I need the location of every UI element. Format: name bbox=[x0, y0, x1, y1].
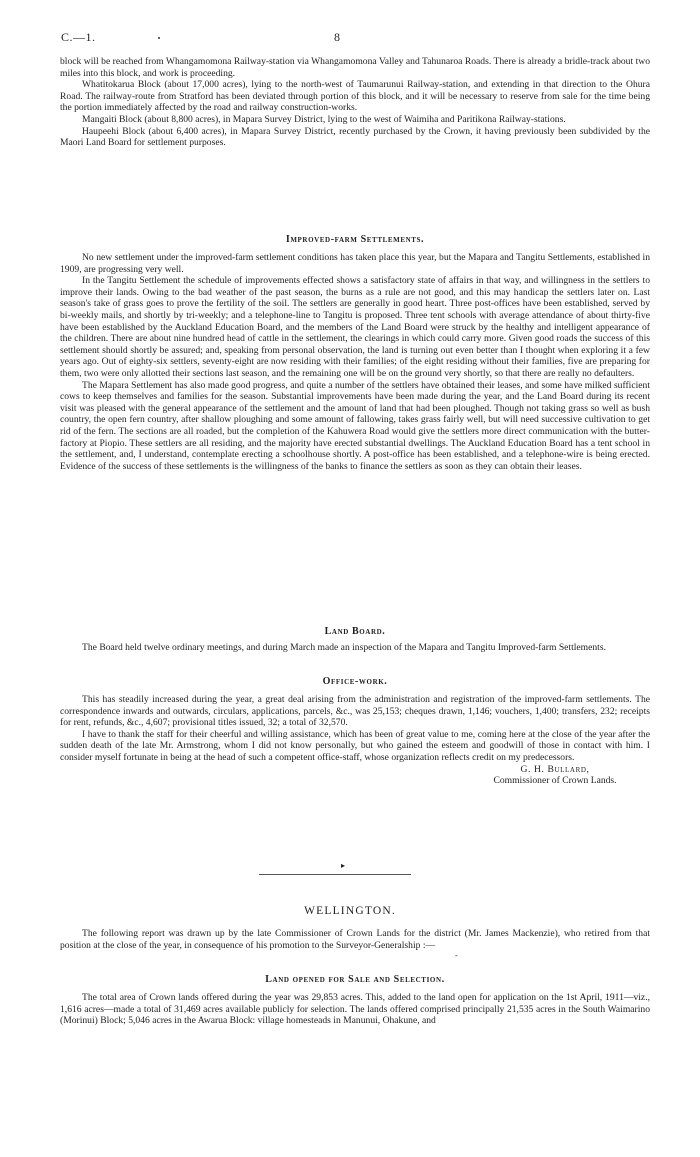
block-descriptions bbox=[60, 56, 650, 149]
page-number: 8 bbox=[334, 30, 341, 44]
improved-farm-body bbox=[60, 252, 650, 472]
paragraph-office-volume: This has steadily increased during the year, a great deal arising from the administration and registration of the improved-farm settlements. The correspondence inwards and outwards, circulars, applications, parcels, &c., was 25,153; cheques drawn, 1,146; vouchers, 1,400; transfers, 232; receipts for rent, refunds, &c., 4,607; provisional titles issued, 32; a total of 32,570. bbox=[60, 694, 650, 729]
signature-name: G. H. Bullard, bbox=[520, 763, 590, 775]
paragraph-staff-thanks: I have to thank the staff for their cheerful and willing assistance, which has been of great value to me, coming here at the close of the year after the sudden death of the late Mr. Armstrong, whom I did not know personally, but who gained the esteem and goodwill of those in contact with him. I consider myself fortunate in being at the head of such a competent office-staff, whose organization reflects credit on my predecessors. bbox=[60, 728, 650, 763]
paragraph-wellington-intro: The following report was drawn up by the late Commissioner of Crown Lands for the district (Mr. James Mackenzie), who retired from that position at the close of the year, in consequence of his promotion to the Surveyor-Generalship :— bbox=[60, 928, 650, 951]
paragraph-no-new-settlement: No new settlement under the improved-farm settlement conditions has taken place this year, but the Mapara and Tangitu Settlements, established in 1909, are progressing very well. bbox=[60, 252, 650, 275]
paragraph-land-board: The Board held twelve ordinary meetings, and during March made an inspection of the Mapara and Tangitu Improved-farm Settlements. bbox=[82, 642, 606, 653]
heading-land-board: Land Board. bbox=[324, 626, 386, 637]
section-office-work bbox=[60, 676, 650, 688]
heading-land-opened: Land opened for Sale and Selection. bbox=[265, 974, 445, 985]
print-dot: ▸ bbox=[341, 861, 346, 870]
signature-title: Commissioner of Crown Lands. bbox=[493, 775, 617, 787]
district-title: WELLINGTON. bbox=[304, 905, 396, 917]
section-improved-farm bbox=[60, 234, 650, 246]
paragraph-haupeehi: Haupeehi Block (about 6,400 acres), in Mapara Survey District, recently purchased by the Crown, it having previously been subdivided by the Maori Land Board for settlement purposes. bbox=[60, 125, 650, 149]
paragraph-tangitu: In the Tangitu Settlement the schedule of improvements effected shows a satisfactory state of affairs in that way, and willingness in the settlers to improve their lands. Owing to the bad weather of the past season, the burns as a rule are not good, and this may handicap the settlers later on. Last season's take of grass goes to prove the fertility of the soil. The settlers are generally in good heart. Three post-offices have been established, served by bi-weekly mails, and shortly by tri-weekly; and a telephone-line to Tangitu is proposed. Three tent schools with average attendance of about thirty-five have been established by the Auckland Education Board, and the members of the Land Board were struck by the healthy and intelligent appearance of the children. There are about nine hundred head of cattle in the settlement, the clearings in which could carry more. Given good roads the success of this settlement should shortly be assured; and, speaking from personal observation, the land is turning out even better than I thought when exploring it a few years ago. Out of eighty-six settlers, seventy-eight are now residing with their families; of the eight residing without their families, five are preparing for them, two were only allotted their sections last season, and the remaining one will be on the ground very shortly, so that there are really no defaulters. bbox=[60, 275, 650, 379]
print-dash: - bbox=[455, 951, 458, 960]
land-board-body bbox=[60, 642, 650, 654]
paragraph-continuation: block will be reached from Whangamomona Railway-station via Whangamomona Valley and Tahunaroa Roads. There is already a bridle-track about two miles into this block, and work is proceeding. bbox=[60, 56, 650, 79]
paragraph-whatitokarua: Whatitokarua Block (about 17,000 acres), lying to the north-west of Taumarunui Railway-station, and extending in that direction to the Ohura Road. The railway-route from Stratford has been deviated through portion of this block, and it will be necessary to reserve from sale for the time being the portion immediately affected by the road and railway construction-works. bbox=[60, 79, 650, 114]
heading-office-work: Office-work. bbox=[322, 676, 388, 687]
land-opened-body bbox=[60, 992, 650, 1027]
paragraph-land-opened: The total area of Crown lands offered during the year was 29,853 acres. This, added to the land open for application on the 1st April, 1911—viz., 1,616 acres—made a total of 31,469 acres available publicly for selection. The lands offered comprised principally 21,535 acres in the South Waimarino (Morinui) Block; 5,046 acres in the Awarua Block: village homesteads in Manunui, Ohakune, and bbox=[60, 992, 650, 1027]
office-work-body bbox=[60, 694, 650, 787]
section-land-board bbox=[60, 626, 650, 638]
section-land-opened bbox=[60, 974, 650, 986]
wellington-intro bbox=[60, 928, 650, 951]
paragraph-mangaiti: Mangaiti Block (about 8,800 acres), in Mapara Survey District, lying to the west of Waimiha and Paritikona Railway-stations. bbox=[82, 113, 566, 125]
page-header-reference: C.—1. bbox=[61, 30, 96, 44]
paragraph-mapara: The Mapara Settlement has also made good progress, and quite a number of the settlers have obtained their leases, and some have milked sufficient cows to keep themselves and families for the season. Substantial improvements have been made during the year, and the Land Board during its recent visit was pleased with the general appearance of the settlement and the amount of land that had been ploughed. Though not taking grass so well as bush country, the open fern country, after shallow ploughing and some amount of fallowing, takes grass fairly well, but will need successive cultivation to get rid of the fern. The sections are all roaded, but the completion of the Kahuwera Road would give the settlers more direct communication with the butter-factory at Piopio. These settlers are all residing, and the majority have erected substantial dwellings. The Auckland Education Board has a tent school in the settlement, and, I understand, contemplate erecting a schoolhouse shortly. A post-office has been established, and a telephone-wire is being erected. Evidence of the success of these settlements is the willingness of the banks to finance the settlers as soon as they can obtain their leases. bbox=[60, 379, 650, 472]
heading-improved-farm: Improved-farm Settlements. bbox=[285, 234, 425, 245]
section-divider bbox=[259, 874, 411, 875]
signature-block bbox=[60, 764, 650, 787]
print-speck bbox=[158, 37, 160, 39]
